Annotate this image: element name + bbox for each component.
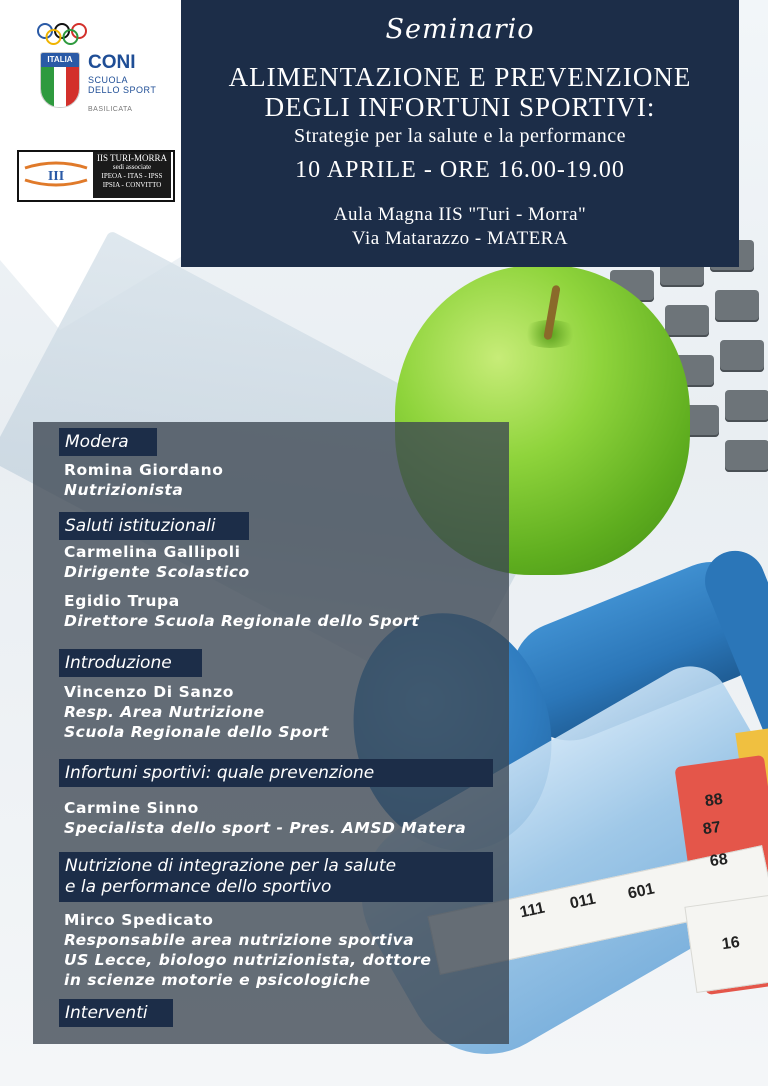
- location-line-2: Via Matarazzo - MATERA: [351, 228, 569, 249]
- speaker-role: Dirigente Scolastico: [64, 563, 250, 581]
- speaker-role: Nutrizionista: [64, 481, 184, 499]
- section-interventi: Interventi: [59, 999, 173, 1027]
- coni-region: BASILICATA: [88, 106, 133, 113]
- olympic-rings-icon: [36, 22, 88, 46]
- speaker-role: US Lecce, biologo nutrizionista, dottore: [64, 951, 432, 969]
- speaker-role: Specialista dello sport - Pres. AMSD Matera: [64, 819, 467, 837]
- section-saluti: Saluti istituzionali: [59, 512, 249, 540]
- speaker-name: Carmine Sinno: [64, 799, 199, 817]
- tape-number: 68: [708, 850, 729, 871]
- event-header: [181, 0, 739, 267]
- iis-line2: sedi associate: [112, 163, 152, 171]
- speaker-role: Scuola Regionale dello Sport: [64, 723, 329, 741]
- speaker-role: Resp. Area Nutrizione: [64, 703, 265, 721]
- svg-text:III: III: [47, 169, 65, 184]
- tape-number: 111: [518, 899, 547, 922]
- tape-number: 601: [626, 880, 657, 903]
- section-line: Nutrizione di integrazione per la salute: [65, 856, 397, 876]
- iis-line1: IIS TURI-MORRA: [96, 153, 168, 163]
- iis-line4: IPSIA - CONVITTO: [102, 181, 162, 189]
- tape-number: 87: [701, 818, 722, 839]
- speaker-name: Egidio Trupa: [64, 592, 180, 610]
- tape-number: 88: [703, 790, 724, 811]
- section-modera: Modera: [59, 428, 157, 456]
- coni-name: CONI: [88, 52, 136, 73]
- speaker-role: Responsabile area nutrizione sportiva: [64, 931, 415, 949]
- section-infortuni: Infortuni sportivi: quale prevenzione: [59, 759, 493, 787]
- title-line-1: ALIMENTAZIONE E PREVENZIONE: [228, 62, 692, 92]
- speaker-name: Romina Giordano: [64, 461, 224, 479]
- speaker-name: Mirco Spedicato: [64, 911, 214, 929]
- iis-emblem-icon: [21, 154, 91, 194]
- speaker-name: Carmelina Gallipoli: [64, 543, 241, 561]
- coni-logo: [32, 22, 172, 122]
- italia-shield-icon: [40, 52, 80, 108]
- iis-turi-morra-logo: [17, 150, 175, 202]
- location-line-1: Aula Magna IIS "Turi - Morra": [333, 204, 587, 225]
- speaker-role: Direttore Scuola Regionale dello Sport: [64, 612, 420, 630]
- section-line: e la performance dello sportivo: [65, 877, 332, 897]
- event-datetime: 10 APRILE - ORE 16.00-19.00: [295, 157, 625, 183]
- speaker-role: in scienze motorie e psicologiche: [64, 971, 371, 989]
- seminario-label: Seminario: [385, 14, 535, 45]
- tape-number: 16: [720, 933, 741, 954]
- section-nutrizione: [59, 852, 493, 902]
- section-introduzione: Introduzione: [59, 649, 202, 677]
- title-line-2: DEGLI INFORTUNI SPORTIVI:: [264, 92, 656, 122]
- shield-label: ITALIA: [41, 53, 79, 67]
- speaker-name: Vincenzo Di Sanzo: [64, 683, 234, 701]
- coni-sub2: DELLO SPORT: [88, 85, 157, 95]
- iis-text-block: [93, 152, 171, 198]
- tape-number: 011: [568, 890, 598, 913]
- subtitle: Strategie per la salute e la performance: [293, 125, 627, 147]
- iis-line3: IPEOA - ITAS - IPSS: [101, 172, 163, 180]
- coni-sub1: SCUOLA: [88, 75, 129, 85]
